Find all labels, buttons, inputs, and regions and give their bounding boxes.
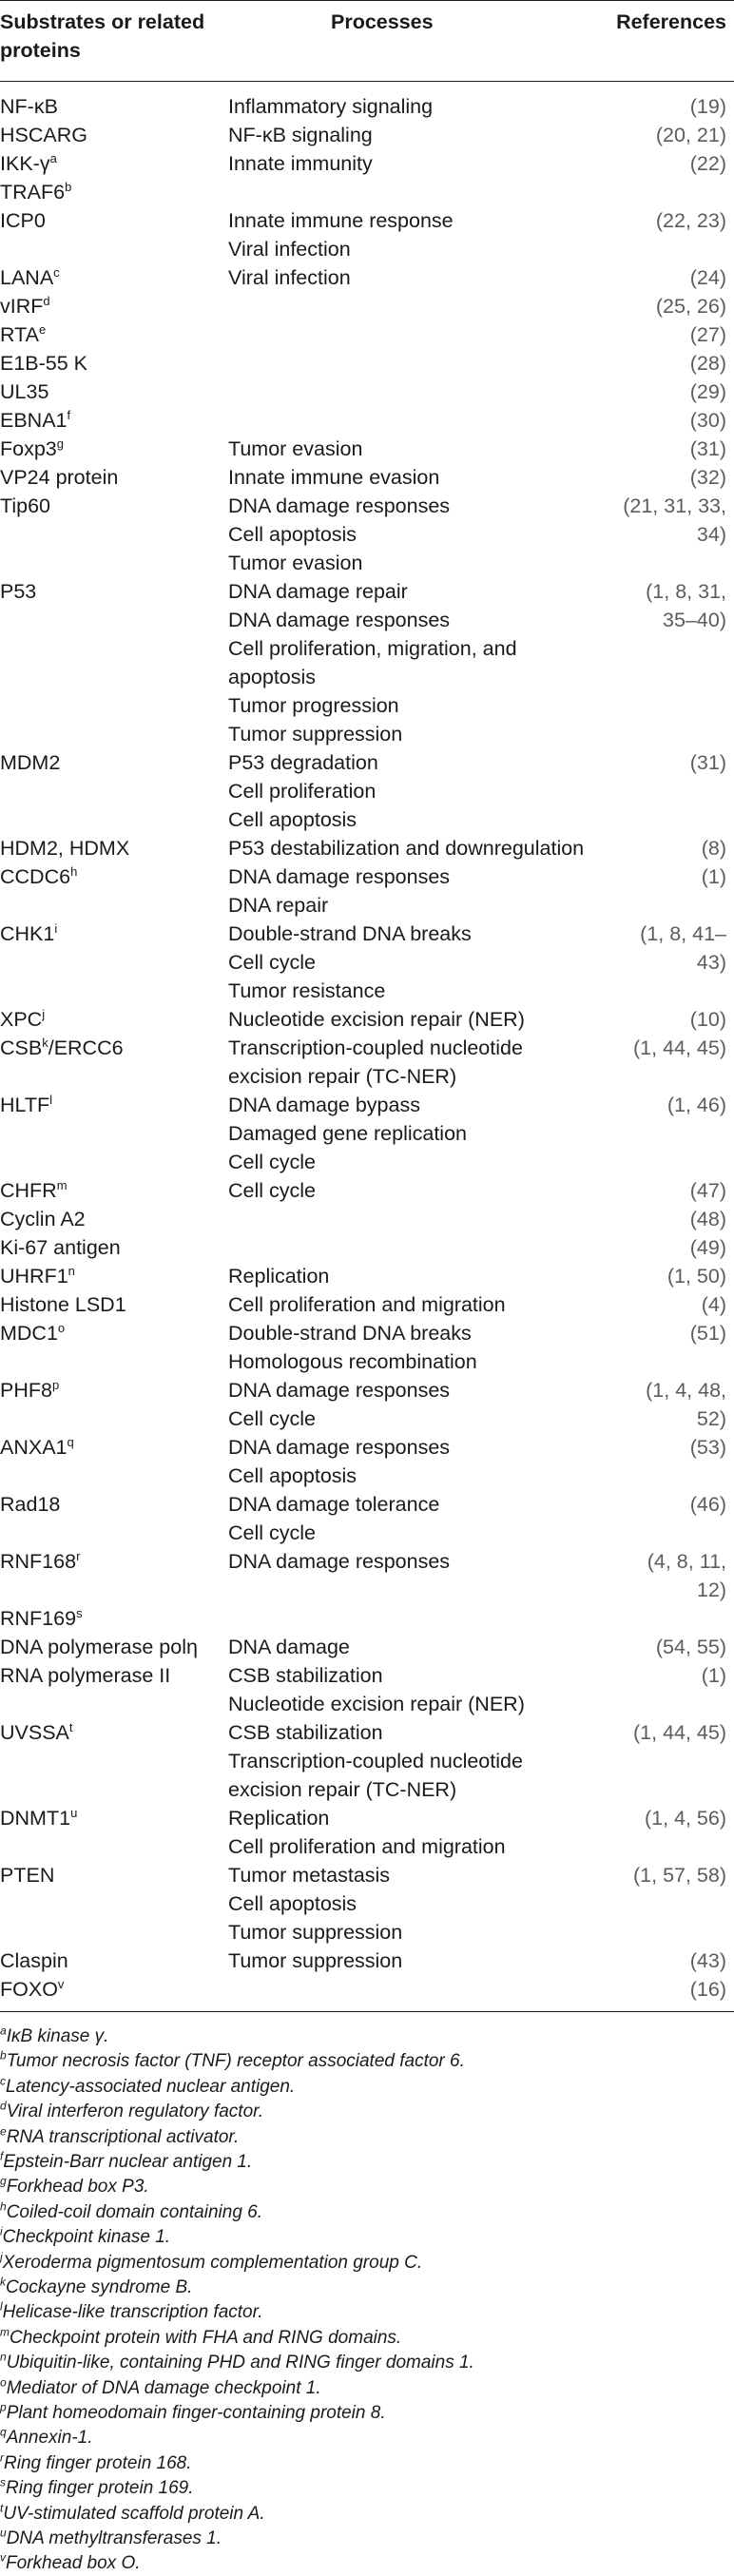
substrate-name: FOXO bbox=[0, 1978, 58, 2001]
header-rule bbox=[0, 81, 734, 82]
substrate-cell bbox=[0, 406, 70, 435]
footnote-marker: j bbox=[0, 2250, 3, 2264]
process-cell: Viral infection bbox=[228, 266, 351, 289]
reference-cell: (19) bbox=[689, 95, 726, 118]
footnote bbox=[0, 2100, 263, 2124]
substrate-name: EBNA1 bbox=[0, 409, 68, 432]
reference-cell: (1, 44, 45) bbox=[633, 1036, 726, 1059]
process-cell: Nucleotide excision repair (NER) bbox=[228, 1008, 525, 1031]
footnote-marker: r bbox=[0, 2450, 4, 2465]
reference-cell: (27) bbox=[689, 323, 726, 346]
substrate-name: HDM2, HDMX bbox=[0, 837, 130, 860]
footnote-marker: h bbox=[0, 2199, 7, 2214]
substrate-name: ICP0 bbox=[0, 209, 46, 232]
substrate-name: P53 bbox=[0, 580, 37, 603]
substrate-name: TRAF6 bbox=[0, 181, 66, 203]
reference-cell: (16) bbox=[689, 1978, 726, 2001]
process-cell: Cell cycle bbox=[228, 951, 316, 974]
footnote-marker: l bbox=[0, 2300, 3, 2315]
top-rule bbox=[0, 0, 734, 1]
footnote bbox=[0, 2351, 474, 2375]
footnote-text: Checkpoint kinase 1. bbox=[2, 2227, 171, 2248]
process-cell: DNA damage bypass bbox=[228, 1094, 420, 1116]
process-cell: DNA damage bbox=[228, 1636, 350, 1658]
substrate-cell bbox=[0, 1718, 73, 1747]
footnote-marker: p bbox=[0, 2400, 7, 2414]
footnote bbox=[0, 2225, 170, 2250]
reference-cell: (51) bbox=[689, 1322, 726, 1345]
substrate-cell bbox=[0, 920, 57, 948]
reference-cell: (46) bbox=[689, 1493, 726, 1516]
process-cell: Double-strand DNA breaks bbox=[228, 922, 472, 945]
substrate-name: Histone LSD1 bbox=[0, 1293, 126, 1316]
process-cell: Tumor suppression bbox=[228, 723, 403, 746]
substrate-name: vIRF bbox=[0, 295, 44, 318]
process-cell: DNA damage repair bbox=[228, 580, 408, 603]
footnote bbox=[0, 2527, 222, 2551]
footnote-marker: q bbox=[67, 1434, 74, 1449]
footnote-marker: t bbox=[0, 2501, 4, 2515]
footnote bbox=[0, 2200, 262, 2225]
substrate-cell bbox=[0, 349, 87, 378]
process-cell: Tumor resistance bbox=[228, 979, 386, 1002]
reference-cell: (1, 57, 58) bbox=[633, 1864, 726, 1887]
process-cell: excision repair (TC-NER) bbox=[228, 1778, 457, 1801]
process-cell: DNA damage responses bbox=[228, 1436, 451, 1459]
substrate-cell bbox=[0, 1604, 83, 1633]
process-cell: DNA damage responses bbox=[228, 494, 451, 517]
footnote-marker: n bbox=[0, 2350, 7, 2364]
footnote-text: Xeroderma pigmentosum complementation group C. bbox=[2, 2252, 423, 2273]
header-references: References bbox=[616, 10, 726, 33]
reference-cell: (8) bbox=[701, 837, 726, 860]
substrate-cell bbox=[0, 492, 50, 520]
process-cell: Damaged gene replication bbox=[228, 1122, 467, 1145]
substrate-name: ANXA1 bbox=[0, 1436, 68, 1459]
reference-cell: (1, 50) bbox=[666, 1265, 726, 1288]
process-cell: Tumor progression bbox=[228, 694, 399, 717]
footnote-text: Mediator of DNA damage checkpoint 1. bbox=[6, 2377, 321, 2398]
substrate-name: DNA polymerase polη bbox=[0, 1636, 198, 1658]
substrate-name: LANA bbox=[0, 266, 54, 289]
reference-cell: 43) bbox=[696, 951, 726, 974]
footnote-marker: r bbox=[76, 1548, 81, 1563]
reference-cell: (31) bbox=[689, 751, 726, 774]
footnote-marker: i bbox=[0, 2224, 3, 2238]
footnote-text: IκB kinase γ. bbox=[6, 2026, 109, 2046]
footnote-text: RNA transcriptional activator. bbox=[6, 2126, 240, 2147]
footnote-marker: s bbox=[76, 1605, 83, 1620]
substrate-name: RNF168 bbox=[0, 1550, 77, 1573]
process-cell: Inflammatory signaling bbox=[228, 95, 434, 118]
footnote-marker: h bbox=[70, 863, 78, 879]
footnote-marker: j bbox=[42, 1006, 46, 1021]
reference-cell: (1) bbox=[701, 865, 726, 888]
substrate-cell bbox=[0, 1547, 80, 1576]
reference-cell: (30) bbox=[689, 409, 726, 432]
substrate-cell bbox=[0, 834, 129, 862]
footnote-marker: u bbox=[0, 2526, 7, 2540]
substrate-name: E1B-55 K bbox=[0, 352, 88, 375]
substrate-name: UL35 bbox=[0, 380, 49, 403]
footnote-marker: k bbox=[0, 2275, 6, 2289]
process-cell: Cell proliferation and migration bbox=[228, 1835, 506, 1858]
substrate-name: Ki-67 antigen bbox=[0, 1236, 121, 1259]
substrate-cell bbox=[0, 92, 58, 121]
footnote-marker: a bbox=[0, 2024, 7, 2038]
footnote-text: Forkhead box O. bbox=[6, 2553, 141, 2574]
substrate-cell bbox=[0, 121, 87, 149]
footnote bbox=[0, 2150, 252, 2175]
substrate-cell bbox=[0, 435, 64, 463]
substrate-cell bbox=[0, 292, 50, 320]
footnote bbox=[0, 2551, 141, 2576]
substrate-cell bbox=[0, 1205, 86, 1233]
footnote-marker: u bbox=[70, 1805, 78, 1820]
footnote-marker: b bbox=[0, 2049, 7, 2063]
substrate-name: PTEN bbox=[0, 1864, 55, 1887]
footnote-marker: o bbox=[57, 1320, 66, 1335]
reference-cell: (53) bbox=[689, 1436, 726, 1459]
substrate-cell bbox=[0, 748, 60, 777]
substrate-name: Rad18 bbox=[0, 1493, 61, 1516]
footnote-marker: d bbox=[43, 293, 50, 308]
footnote-marker: c bbox=[0, 2074, 6, 2088]
footnote-marker: v bbox=[0, 2551, 6, 2566]
substrate-cell bbox=[0, 178, 71, 206]
process-cell: Tumor suppression bbox=[228, 1921, 403, 1944]
footnote-text: Viral interferon regulatory factor. bbox=[6, 2101, 264, 2122]
footnote-text: Helicase-like transcription factor. bbox=[2, 2302, 263, 2323]
substrate-name: IKK-γ bbox=[0, 152, 50, 175]
process-cell: Innate immunity bbox=[228, 152, 373, 175]
footnote-text: DNA methyltransferases 1. bbox=[6, 2528, 222, 2548]
substrate-name: HSCARG bbox=[0, 124, 87, 146]
reference-cell: (4) bbox=[701, 1293, 726, 1316]
process-cell: P53 destabilization and downregulation bbox=[228, 837, 585, 860]
process-cell: Cell proliferation and migration bbox=[228, 1293, 506, 1316]
substrate-cell bbox=[0, 1433, 74, 1462]
reference-cell: (32) bbox=[689, 466, 726, 489]
process-cell: Innate immune response bbox=[228, 209, 454, 232]
substrate-name: RNF169 bbox=[0, 1607, 77, 1630]
substrate-cell bbox=[0, 1290, 126, 1319]
substrate-cell bbox=[0, 1319, 65, 1347]
substrate-name: XPC bbox=[0, 1008, 43, 1031]
process-cell: Cell apoptosis bbox=[228, 808, 357, 831]
footnote-text: Ring finger protein 169. bbox=[6, 2478, 194, 2499]
substrate-cell bbox=[0, 1176, 68, 1205]
substrate-cell bbox=[0, 1034, 124, 1062]
footnote-text: Annexin-1. bbox=[6, 2428, 93, 2449]
footnote bbox=[0, 2024, 108, 2049]
substrate-cell bbox=[0, 1633, 198, 1661]
process-cell: Transcription-coupled nucleotide bbox=[228, 1750, 523, 1772]
process-cell: CSB stabilization bbox=[228, 1664, 383, 1687]
substrate-name: RTA bbox=[0, 323, 40, 346]
footnote bbox=[0, 2502, 265, 2527]
reference-cell: (28) bbox=[689, 352, 726, 375]
reference-cell: (47) bbox=[689, 1179, 726, 1202]
substrate-cell bbox=[0, 1091, 52, 1119]
footnote bbox=[0, 2426, 93, 2450]
footnote-text: Checkpoint protein with FHA and RING domains. bbox=[10, 2327, 402, 2348]
footnote-marker: g bbox=[0, 2175, 7, 2189]
process-cell: DNA damage responses bbox=[228, 1550, 451, 1573]
process-cell: Double-strand DNA breaks bbox=[228, 1322, 472, 1345]
reference-cell: (48) bbox=[689, 1208, 726, 1230]
process-cell: Tumor suppression bbox=[228, 1949, 403, 1972]
footnote bbox=[0, 2125, 239, 2150]
reference-cell: (1, 4, 48, bbox=[646, 1379, 726, 1402]
header-substrates: Substrates or related proteins bbox=[0, 10, 205, 62]
reference-cell: (25, 26) bbox=[655, 295, 726, 318]
substrate-cell bbox=[0, 378, 48, 406]
substrate-cell bbox=[0, 862, 77, 891]
footnote-text: Latency-associated nuclear antigen. bbox=[6, 2076, 296, 2097]
footnote bbox=[0, 2251, 422, 2276]
footnote-marker: g bbox=[56, 436, 64, 451]
substrate-name: NF-κB bbox=[0, 95, 58, 118]
process-cell: Nucleotide excision repair (NER) bbox=[228, 1693, 525, 1715]
substrate-name: Claspin bbox=[0, 1949, 68, 1972]
substrate-cell bbox=[0, 1490, 60, 1519]
substrate-name: MDC1 bbox=[0, 1322, 58, 1345]
process-cell: Tumor metastasis bbox=[228, 1864, 391, 1887]
reference-cell: 34) bbox=[696, 523, 726, 546]
process-cell: apoptosis bbox=[228, 666, 317, 688]
substrate-name: CSB bbox=[0, 1036, 43, 1059]
process-cell: Homologous recombination bbox=[228, 1350, 477, 1373]
substrate-name: DNMT1 bbox=[0, 1807, 71, 1830]
footnote-text: Cockayne syndrome B. bbox=[6, 2277, 193, 2297]
bottom-rule bbox=[0, 2011, 734, 2012]
process-cell: DNA repair bbox=[228, 894, 329, 917]
reference-cell: (1, 44, 45) bbox=[633, 1721, 726, 1744]
header-processes: Processes bbox=[331, 10, 434, 33]
footnote-text: Coiled-coil domain containing 6. bbox=[6, 2201, 263, 2222]
substrate-name: CCDC6 bbox=[0, 865, 71, 888]
reference-cell: (54, 55) bbox=[655, 1636, 726, 1658]
reference-cell: (1, 4, 56) bbox=[644, 1807, 726, 1830]
process-cell: Transcription-coupled nucleotide bbox=[228, 1036, 523, 1059]
substrate-name: CHK1 bbox=[0, 922, 55, 945]
footnote-marker: n bbox=[68, 1263, 75, 1278]
substrate-name: Tip60 bbox=[0, 494, 50, 517]
substrate-cell bbox=[0, 263, 60, 292]
footnote-marker: o bbox=[0, 2375, 7, 2390]
substrate-cell bbox=[0, 577, 36, 606]
footnote-marker: q bbox=[0, 2426, 7, 2440]
process-cell: NF-κB signaling bbox=[228, 124, 373, 146]
substrate-cell bbox=[0, 1262, 75, 1290]
reference-cell: 35–40) bbox=[663, 609, 726, 631]
substrate-name: HLTF bbox=[0, 1094, 50, 1116]
footnote-marker: f bbox=[0, 2149, 4, 2163]
process-cell: DNA damage responses bbox=[228, 609, 451, 631]
footnote bbox=[0, 2300, 263, 2325]
process-cell: Tumor evasion bbox=[228, 437, 363, 460]
process-cell: Cell cycle bbox=[228, 1407, 316, 1430]
process-cell: P53 degradation bbox=[228, 751, 378, 774]
process-cell: Cell apoptosis bbox=[228, 523, 357, 546]
process-cell: Replication bbox=[228, 1265, 330, 1288]
process-cell: Cell cycle bbox=[228, 1151, 316, 1173]
footnote-marker: s bbox=[0, 2475, 6, 2489]
substrate-name: UHRF1 bbox=[0, 1265, 68, 1288]
substrate-cell bbox=[0, 1005, 45, 1034]
footnote bbox=[0, 2075, 295, 2100]
substrate-name: PHF8 bbox=[0, 1379, 52, 1402]
reference-cell: (24) bbox=[689, 266, 726, 289]
substrate-name: Cyclin A2 bbox=[0, 1208, 86, 1230]
footnote-marker: t bbox=[68, 1719, 73, 1734]
process-cell: Cell apoptosis bbox=[228, 1464, 357, 1487]
substrate-cell bbox=[0, 1661, 170, 1690]
footnote-marker: m bbox=[56, 1177, 68, 1192]
process-cell: Cell proliferation bbox=[228, 780, 377, 803]
process-cell: Replication bbox=[228, 1807, 330, 1830]
footnote-marker: d bbox=[0, 2099, 7, 2113]
substrate-cell bbox=[0, 1804, 77, 1832]
reference-cell: (31) bbox=[689, 437, 726, 460]
footnote-marker: i bbox=[54, 920, 58, 936]
substrate-name: UVSSA bbox=[0, 1721, 69, 1744]
substrate-cell bbox=[0, 320, 46, 349]
process-cell: Cell proliferation, migration, and bbox=[228, 637, 517, 660]
process-cell: Cell cycle bbox=[228, 1179, 316, 1202]
process-cell: excision repair (TC-NER) bbox=[228, 1065, 457, 1088]
substrate-cell bbox=[0, 1975, 64, 2004]
footnote bbox=[0, 2276, 192, 2300]
reference-cell: (49) bbox=[689, 1236, 726, 1259]
process-cell: DNA damage tolerance bbox=[228, 1493, 440, 1516]
footnote-text: Ubiquitin-like, containing PHD and RING finger domains 1. bbox=[6, 2353, 474, 2373]
footnote-text: Ring finger protein 168. bbox=[4, 2452, 192, 2473]
reference-cell: (22) bbox=[689, 152, 726, 175]
substrate-cell bbox=[0, 1861, 54, 1889]
reference-cell: (1, 46) bbox=[666, 1094, 726, 1116]
reference-cell: (22, 23) bbox=[655, 209, 726, 232]
reference-cell: (1, 8, 41– bbox=[640, 922, 726, 945]
substrate-cell bbox=[0, 149, 57, 178]
process-cell: Viral infection bbox=[228, 238, 351, 261]
footnote-text: Epstein-Barr nuclear antigen 1. bbox=[3, 2152, 253, 2172]
reference-cell: 12) bbox=[696, 1579, 726, 1601]
reference-cell: 52) bbox=[696, 1407, 726, 1430]
process-cell: Cell apoptosis bbox=[228, 1892, 357, 1915]
substrate-cell bbox=[0, 463, 118, 492]
footnote-marker: e bbox=[0, 2124, 7, 2139]
footnote-marker: b bbox=[65, 179, 72, 194]
substrate-name: RNA polymerase II bbox=[0, 1664, 171, 1687]
substrate-cell bbox=[0, 1376, 59, 1404]
substrate-name: CHFR bbox=[0, 1179, 57, 1202]
footnote bbox=[0, 2175, 149, 2199]
footnote-marker: l bbox=[49, 1092, 53, 1107]
footnote-text: UV-stimulated scaffold protein A. bbox=[3, 2503, 265, 2524]
substrate-name-suffix: /ERCC6 bbox=[48, 1036, 124, 1059]
footnote-marker: c bbox=[53, 264, 60, 280]
footnote bbox=[0, 2326, 401, 2351]
footnote-text: Plant homeodomain finger-containing protein 8. bbox=[6, 2403, 386, 2423]
reference-cell: (29) bbox=[689, 380, 726, 403]
reference-cell: (10) bbox=[689, 1008, 726, 1031]
footnote-marker: a bbox=[49, 150, 57, 165]
footnote-text: Forkhead box P3. bbox=[6, 2177, 149, 2198]
process-cell: DNA damage responses bbox=[228, 1379, 451, 1402]
footnote-marker: p bbox=[51, 1377, 60, 1392]
footnote bbox=[0, 2049, 465, 2074]
footnote bbox=[0, 2476, 194, 2501]
substrate-cell bbox=[0, 206, 46, 235]
process-cell: DNA damage responses bbox=[228, 865, 451, 888]
reference-cell: (1, 8, 31, bbox=[646, 580, 726, 603]
footnote bbox=[0, 2401, 386, 2426]
substrate-name: MDM2 bbox=[0, 751, 61, 774]
footnote-marker: e bbox=[39, 321, 47, 337]
footnote-marker: m bbox=[0, 2325, 10, 2339]
footnote-marker: v bbox=[57, 1976, 65, 1991]
process-cell: Innate immune evasion bbox=[228, 466, 440, 489]
process-cell: Cell cycle bbox=[228, 1521, 316, 1544]
reference-cell: (4, 8, 11, bbox=[647, 1550, 726, 1573]
reference-cell: (20, 21) bbox=[655, 124, 726, 146]
reference-cell: (43) bbox=[689, 1949, 726, 1972]
footnote bbox=[0, 2451, 192, 2476]
reference-cell: (1) bbox=[701, 1664, 726, 1687]
reference-cell: (21, 31, 33, bbox=[623, 494, 726, 517]
substrate-name: VP24 protein bbox=[0, 466, 119, 489]
process-cell: CSB stabilization bbox=[228, 1721, 383, 1744]
footnote-marker: f bbox=[67, 407, 71, 422]
footnote-text: Tumor necrosis factor (TNF) receptor associated factor 6. bbox=[6, 2051, 465, 2072]
footnote bbox=[0, 2376, 321, 2401]
process-cell: Tumor evasion bbox=[228, 552, 363, 574]
substrate-cell bbox=[0, 1947, 68, 1975]
substrate-name: Foxp3 bbox=[0, 437, 57, 460]
footnote-marker: k bbox=[42, 1035, 48, 1050]
substrate-cell bbox=[0, 1233, 121, 1262]
